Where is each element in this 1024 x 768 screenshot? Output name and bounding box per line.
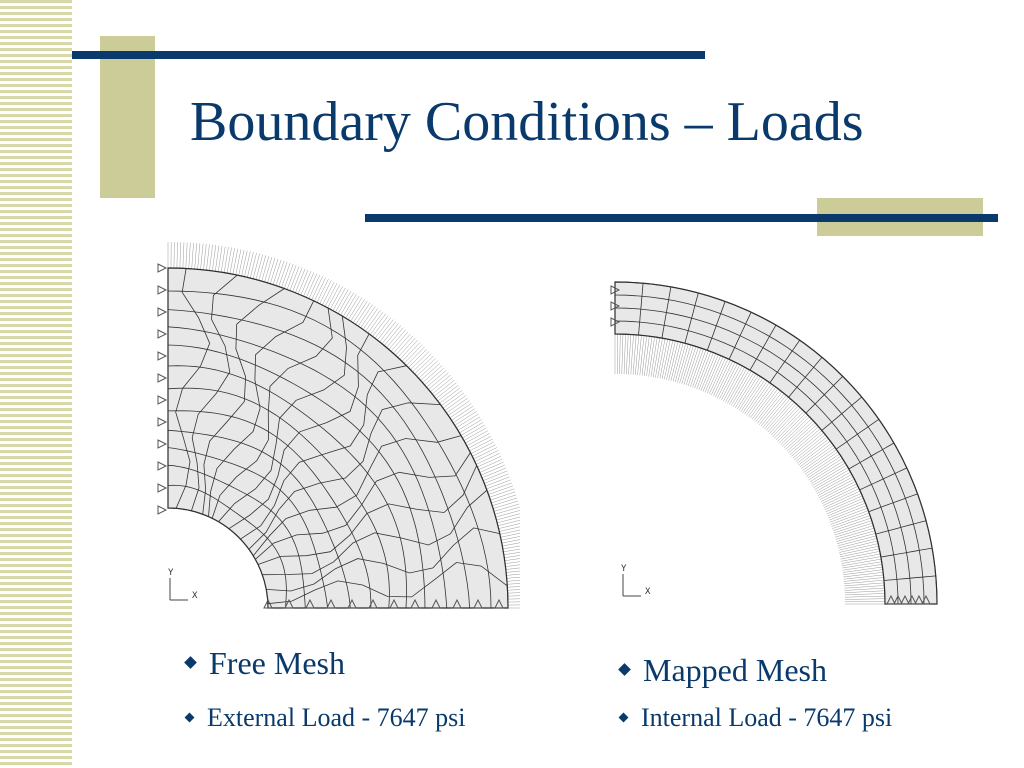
decorative-olive-block <box>100 36 155 198</box>
bullet-free-mesh: Free Mesh <box>186 645 345 682</box>
slide-title: Boundary Conditions – Loads <box>190 91 864 153</box>
diamond-bullet-icon <box>618 663 631 676</box>
diamond-bullet-icon <box>185 712 195 722</box>
axis-x-label: X <box>192 591 198 601</box>
axis-y-label: Y <box>168 568 174 578</box>
axis-y-label: Y <box>621 564 627 574</box>
internal-load-arrows <box>615 334 885 604</box>
free-mesh-figure <box>150 240 520 615</box>
axis-triad <box>170 578 188 600</box>
bullet-internal-load: Internal Load - 7647 psi <box>620 703 892 733</box>
diamond-bullet-icon <box>184 656 197 669</box>
axis-x-label: X <box>645 587 651 597</box>
left-edge-supports <box>158 264 166 514</box>
axis-triad <box>623 574 641 596</box>
bullet-mapped-mesh: Mapped Mesh <box>620 652 827 689</box>
title-rule-top <box>72 51 705 59</box>
decorative-stripes <box>0 0 72 768</box>
title-rule-bottom <box>365 214 998 222</box>
bullet-external-load: External Load - 7647 psi <box>186 703 466 733</box>
diamond-bullet-icon <box>619 712 629 722</box>
mapped-mesh-figure <box>605 278 955 613</box>
